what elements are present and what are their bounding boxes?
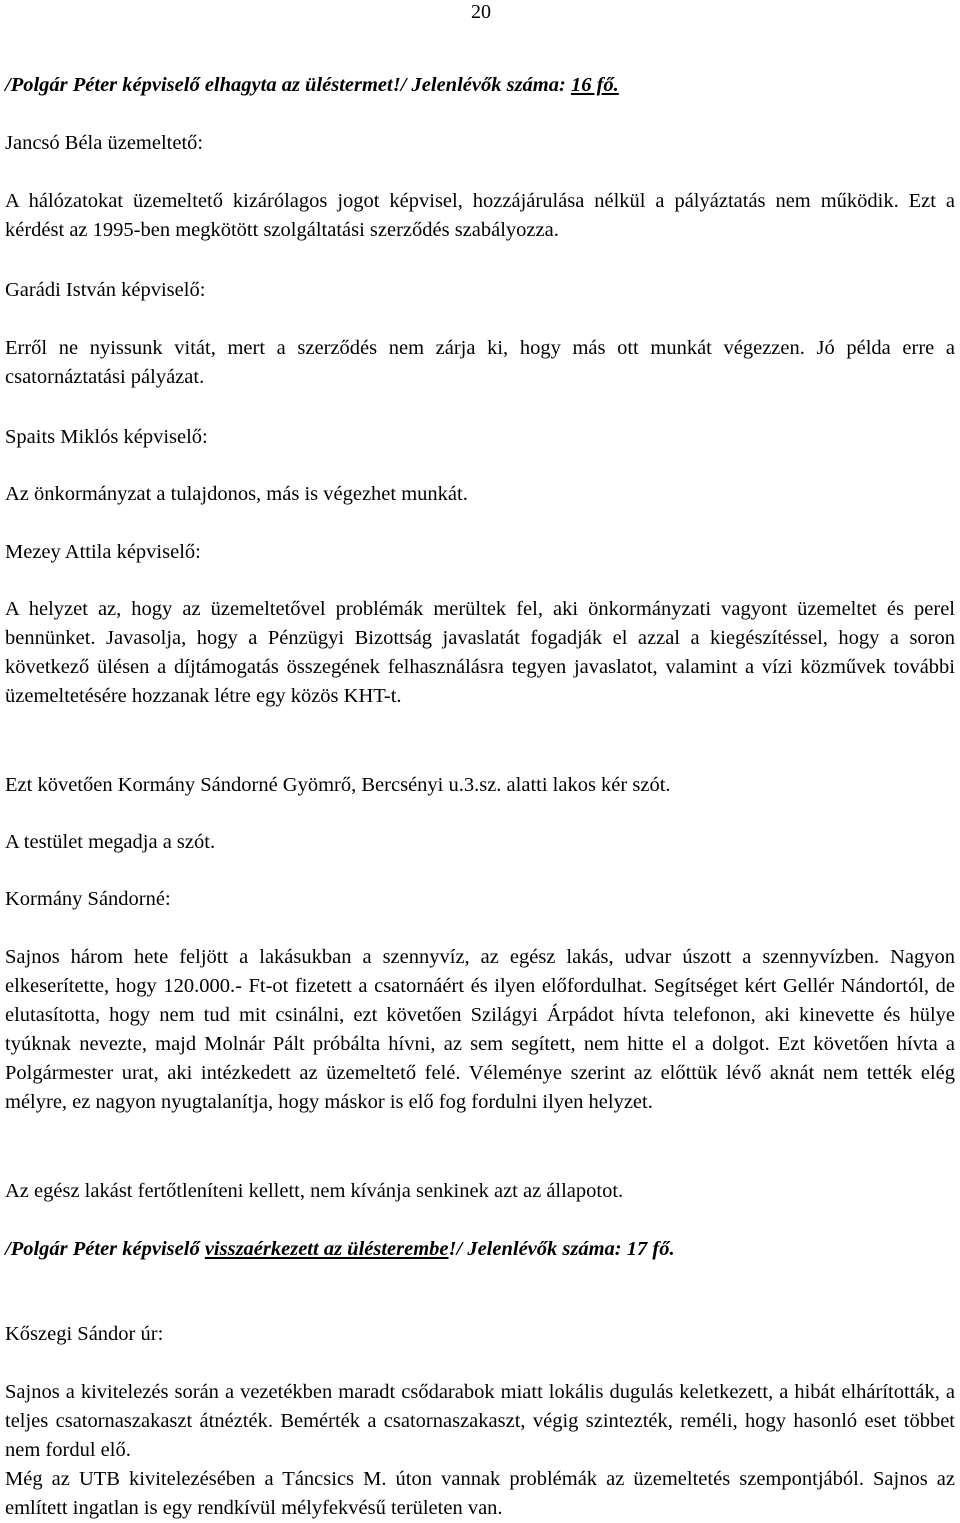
paragraph: Az egész lakást fertőtleníteni kellett, nem kívánja senkinek azt az állapotot.: [5, 1180, 624, 1202]
paragraph: Még az UTB kivitelezésében a Táncsics M. úton vannak problémák az üzemeltetés szempontjából. Sajnos az említett ingatlan is egy rendkívül mélyfekvésű területen van.: [5, 1468, 955, 1519]
paragraph: Sajnos a kivitelezés során a vezetékben maradt csődarabok miatt lokális dugulás keletkezett, a hibát elhárították, a teljes csatornaszakaszt átnézték. Bemérték a csatornaszakaszt, végig szintezték, reméli, hogy hasonló eset többet nem fordul elő.: [5, 1381, 955, 1461]
speaker-heading: Garádi István képviselő:: [5, 279, 206, 301]
attendance-note-text: /Polgár Péter képviselő: [5, 1238, 205, 1260]
speaker-heading: Mezey Attila képviselő:: [5, 541, 201, 563]
paragraph: A hálózatokat üzemeltető kizárólagos jogot képvisel, hozzájárulása nélkül a pályáztatás nem működik. Ezt a kérdést az 1995-ben megkötött szolgáltatási szerződés szabályozza.: [5, 190, 955, 241]
attendance-note-leave: [5, 71, 955, 100]
speaker-heading: Jancsó Béla üzemeltető:: [5, 132, 204, 154]
paragraph: A helyzet az, hogy az üzemeltetővel problémák merültek fel, aki önkormányzati vagyont üzemeltet és perel bennünket. Javasolja, hogy a Pénzügyi Bizottság javaslatát fogadják el azzal a kiegészítéssel, hogy a soron következő ülésen a díjtámogatás összegének felhasználásra tegyen javaslatot, valamint a vízi közművek további üzemeltetésére hozzanak létre egy közös KHT-t.: [5, 598, 955, 707]
page-number: 20: [471, 1, 491, 23]
paragraph: Erről ne nyissunk vitát, mert a szerződés nem zárja ki, hogy más ott munkát végezzen. Jó példa erre a csatornáztatási pályázat.: [5, 337, 955, 388]
paragraph: Ezt követően Kormány Sándorné Gyömrő, Bercsényi u.3.sz. alatti lakos kér szót.: [5, 774, 671, 796]
attendance-count: 16 fő.: [570, 74, 619, 96]
paragraph: Az önkormányzat a tulajdonos, más is végezhet munkát.: [5, 483, 468, 505]
speaker-heading: Spaits Miklós képviselő:: [5, 426, 208, 448]
attendance-note-underlined: visszaérkezett az ülésterembe: [204, 1238, 449, 1260]
paragraph: A testület megadja a szót.: [5, 831, 216, 853]
speaker-heading: Kőszegi Sándor úr:: [5, 1323, 164, 1345]
paragraph: Sajnos három hete feljött a lakásukban a szennyvíz, az egész lakás, udvar úszott a szennyvízben. Nagyon elkeserítette, hogy 120.000.- Ft-ot fizetett a csatornáért és ilyen előfordulhat. Segítséget kért Gellér Nándortól, de elutasította, hogy nem tud mit csinálni, ezt követően Szilágyi Árpádot hívta telefonon, aki kinevette és hülye tyúknak nevezte, majd Molnár Pált próbálta hívni, az sem segített, nem hitte el a dolgot. Ezt követően hívta a Polgármester urat, aki intézkedett az üzemeltető felé. Véleménye szerint az előttük lévő aknát nem tették elég mélyre, ez nagyon nyugtalanítja, hogy máskor is elő fog fordulni ilyen helyzet.: [5, 946, 955, 1113]
speaker-heading: Kormány Sándorné:: [5, 888, 171, 910]
attendance-note-text: /Polgár Péter képviselő elhagyta az üléstermet!/ Jelenlévők száma:: [5, 74, 571, 96]
attendance-note-text: !/ Jelenlévők száma: 17 fő.: [448, 1238, 675, 1260]
attendance-note-return: [5, 1235, 955, 1264]
